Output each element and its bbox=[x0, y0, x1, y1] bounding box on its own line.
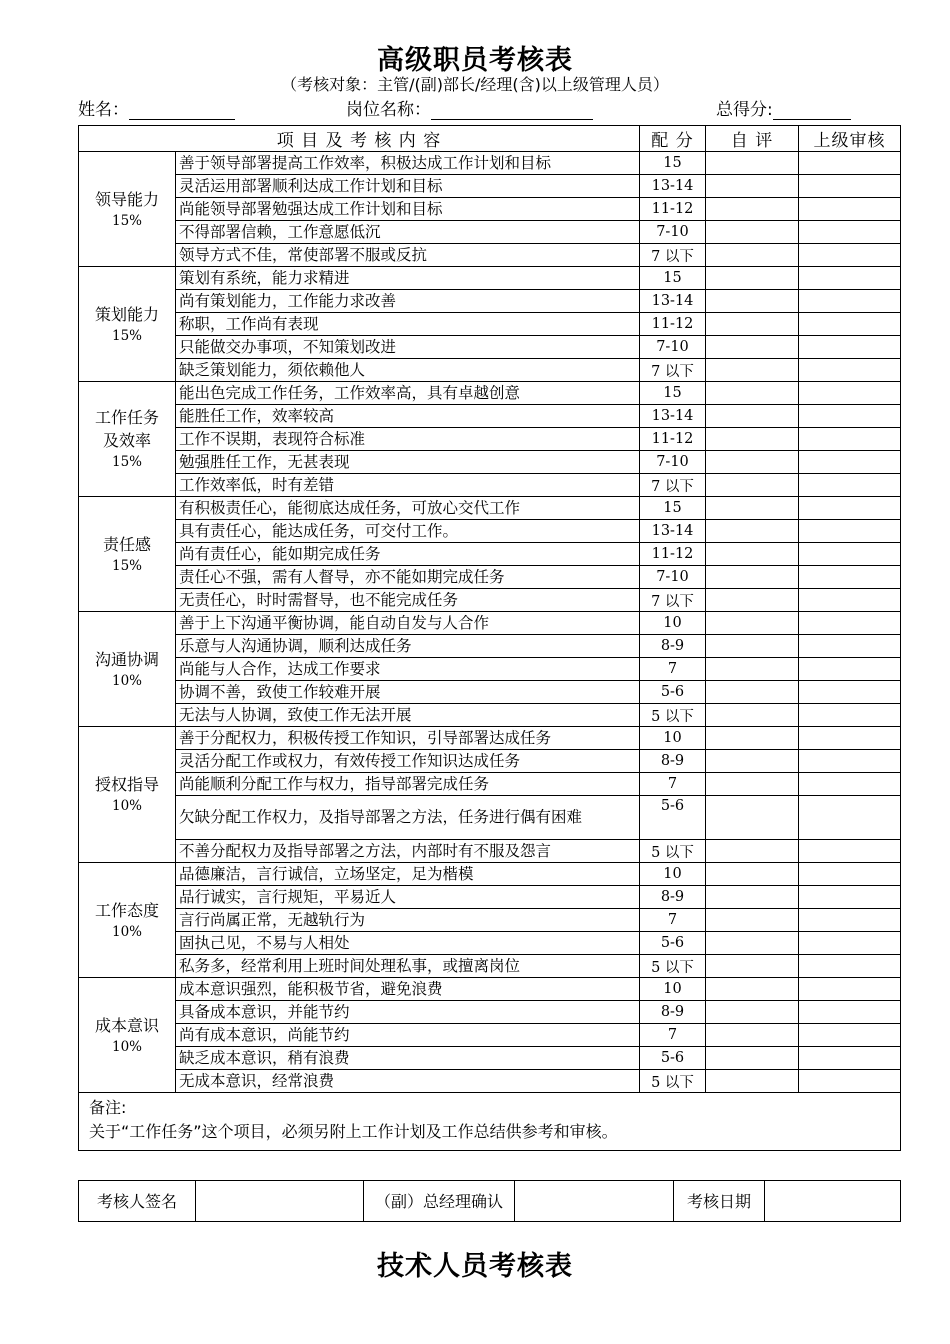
header-items: 项 目 及 考 核 内 容 bbox=[79, 126, 640, 152]
criterion-score: 11-12 bbox=[640, 428, 706, 451]
gm-confirm-field[interactable] bbox=[515, 1181, 674, 1222]
table-row bbox=[79, 267, 901, 290]
criterion-score: 7 bbox=[640, 1024, 706, 1047]
criterion-score: 11-12 bbox=[640, 313, 706, 336]
criterion-text: 尚能领导部署勉强达成工作计划和目标 bbox=[176, 198, 640, 221]
criterion-text: 勉强胜任工作，无甚表现 bbox=[176, 451, 640, 474]
criterion-text: 缺乏策划能力，须依赖他人 bbox=[176, 359, 640, 382]
criterion-score: 5-6 bbox=[640, 796, 706, 840]
superior-review-cell[interactable] bbox=[799, 336, 901, 359]
table-body bbox=[79, 152, 901, 1093]
self-eval-cell[interactable] bbox=[706, 474, 799, 497]
self-eval-cell[interactable] bbox=[706, 704, 799, 727]
criterion-score: 8-9 bbox=[640, 1001, 706, 1024]
criterion-text: 缺乏成本意识，稍有浪费 bbox=[176, 1047, 640, 1070]
criterion-score: 8-9 bbox=[640, 635, 706, 658]
table-row bbox=[79, 773, 901, 796]
criterion-score: 8-9 bbox=[640, 886, 706, 909]
criterion-text: 策划有系统，能力求精进 bbox=[176, 267, 640, 290]
name-label: 姓名： bbox=[78, 100, 129, 120]
table-row bbox=[79, 336, 901, 359]
self-eval-cell[interactable] bbox=[706, 796, 799, 840]
category-cell bbox=[79, 863, 176, 978]
criterion-score: 7-10 bbox=[640, 336, 706, 359]
superior-review-cell[interactable] bbox=[799, 152, 901, 175]
self-eval-cell[interactable] bbox=[706, 451, 799, 474]
self-eval-cell[interactable] bbox=[706, 658, 799, 681]
table-row bbox=[79, 497, 901, 520]
superior-review-cell[interactable] bbox=[799, 428, 901, 451]
table-row bbox=[79, 382, 901, 405]
superior-review-cell[interactable] bbox=[799, 909, 901, 932]
category-weight: 15% bbox=[111, 212, 142, 229]
table-row bbox=[79, 1047, 901, 1070]
category-weight: 10% bbox=[111, 672, 142, 689]
superior-review-cell[interactable] bbox=[799, 932, 901, 955]
table-row bbox=[79, 932, 901, 955]
table-row bbox=[79, 612, 901, 635]
table-row bbox=[79, 520, 901, 543]
criterion-text: 欠缺分配工作权力，及指导部署之方法，任务进行偶有困难 bbox=[176, 796, 640, 840]
criterion-text: 固执己见，不易与人相处 bbox=[176, 932, 640, 955]
table-row bbox=[79, 681, 901, 704]
total-score-label: 总得分: bbox=[716, 100, 773, 120]
criterion-text: 乐意与人沟通协调，顺利达成任务 bbox=[176, 635, 640, 658]
table-row bbox=[79, 589, 901, 612]
criterion-text: 有积极责任心，能彻底达成任务，可放心交代工作 bbox=[176, 497, 640, 520]
table-row bbox=[79, 909, 901, 932]
superior-review-cell[interactable] bbox=[799, 1024, 901, 1047]
category-name: 沟通协调 bbox=[94, 649, 159, 669]
table-row bbox=[79, 198, 901, 221]
header-superior-review: 上级审核 bbox=[799, 126, 901, 152]
table-row bbox=[79, 566, 901, 589]
gm-confirm-label: （副）总经理确认 bbox=[364, 1181, 515, 1222]
superior-review-cell[interactable] bbox=[799, 796, 901, 840]
table-row bbox=[79, 152, 901, 175]
table-row bbox=[79, 704, 901, 727]
signature-row bbox=[79, 1181, 901, 1222]
superior-review-cell[interactable] bbox=[799, 681, 901, 704]
criterion-score: 7 以下 bbox=[640, 359, 706, 382]
criterion-score: 7 bbox=[640, 773, 706, 796]
criterion-score: 7 以下 bbox=[640, 244, 706, 267]
superior-review-cell[interactable] bbox=[799, 589, 901, 612]
category-name: 及效率 bbox=[102, 431, 151, 450]
criterion-score: 7-10 bbox=[640, 221, 706, 244]
criterion-text: 只能做交办事项，不知策划改进 bbox=[176, 336, 640, 359]
self-eval-cell[interactable] bbox=[706, 543, 799, 566]
category-name: 授权指导 bbox=[94, 775, 159, 794]
table-row bbox=[79, 543, 901, 566]
table-row bbox=[79, 750, 901, 773]
criterion-score: 13-14 bbox=[640, 520, 706, 543]
criterion-score: 11-12 bbox=[640, 198, 706, 221]
self-eval-cell[interactable] bbox=[706, 1024, 799, 1047]
criterion-score: 13-14 bbox=[640, 405, 706, 428]
superior-review-cell[interactable] bbox=[799, 175, 901, 198]
criterion-score: 15 bbox=[640, 267, 706, 290]
criterion-text: 具备成本意识，并能节约 bbox=[176, 1001, 640, 1024]
name-field-row bbox=[78, 95, 235, 120]
assessment-date-field[interactable] bbox=[765, 1181, 901, 1222]
table-row bbox=[79, 658, 901, 681]
table-row bbox=[79, 290, 901, 313]
criterion-score: 13-14 bbox=[640, 290, 706, 313]
position-blank[interactable] bbox=[431, 102, 593, 120]
criterion-text: 尚有责任心，能如期完成任务 bbox=[176, 543, 640, 566]
self-eval-cell[interactable] bbox=[706, 978, 799, 1001]
remarks-text: 关于“工作任务”这个项目，必须另附上工作计划及工作总结供参考和审核。 bbox=[89, 1122, 618, 1141]
criterion-score: 5 以下 bbox=[640, 1070, 706, 1093]
criterion-text: 尚有成本意识，尚能节约 bbox=[176, 1024, 640, 1047]
table-row bbox=[79, 1001, 901, 1024]
category-cell bbox=[79, 727, 176, 863]
self-eval-cell[interactable] bbox=[706, 175, 799, 198]
self-eval-cell[interactable] bbox=[706, 520, 799, 543]
superior-review-cell[interactable] bbox=[799, 727, 901, 750]
criterion-text: 无成本意识，经常浪费 bbox=[176, 1070, 640, 1093]
criterion-text: 善于领导部署提高工作效率，积极达成工作计划和目标 bbox=[176, 152, 640, 175]
self-eval-cell[interactable] bbox=[706, 382, 799, 405]
table-row bbox=[79, 978, 901, 1001]
self-eval-cell[interactable] bbox=[706, 932, 799, 955]
criterion-text: 领导方式不佳，常使部署不服或反抗 bbox=[176, 244, 640, 267]
self-eval-cell[interactable] bbox=[706, 336, 799, 359]
superior-review-cell[interactable] bbox=[799, 1001, 901, 1024]
superior-review-cell[interactable] bbox=[799, 221, 901, 244]
table-row bbox=[79, 244, 901, 267]
criterion-score: 5 以下 bbox=[640, 840, 706, 863]
superior-review-cell[interactable] bbox=[799, 497, 901, 520]
superior-review-cell[interactable] bbox=[799, 886, 901, 909]
criterion-text: 无法与人协调，致使工作无法开展 bbox=[176, 704, 640, 727]
criterion-text: 灵活分配工作或权力，有效传授工作知识达成任务 bbox=[176, 750, 640, 773]
criterion-score: 7-10 bbox=[640, 451, 706, 474]
self-eval-cell[interactable] bbox=[706, 635, 799, 658]
criterion-score: 11-12 bbox=[640, 543, 706, 566]
criterion-score: 15 bbox=[640, 152, 706, 175]
superior-review-cell[interactable] bbox=[799, 198, 901, 221]
criterion-score: 5 以下 bbox=[640, 955, 706, 978]
category-cell bbox=[79, 978, 176, 1093]
criterion-text: 责任心不强，需有人督导，亦不能如期完成任务 bbox=[176, 566, 640, 589]
criterion-score: 7 以下 bbox=[640, 589, 706, 612]
superior-review-cell[interactable] bbox=[799, 451, 901, 474]
criterion-score: 10 bbox=[640, 978, 706, 1001]
table-row bbox=[79, 221, 901, 244]
criterion-text: 品行诚实，言行规矩，平易近人 bbox=[176, 886, 640, 909]
criterion-text: 不善分配权力及指导部署之方法，内部时有不服及怨言 bbox=[176, 840, 640, 863]
criterion-text: 善于上下沟通平衡协调，能自动自发与人合作 bbox=[176, 612, 640, 635]
table-row bbox=[79, 1024, 901, 1047]
criterion-text: 尚有策划能力，工作能力求改善 bbox=[176, 290, 640, 313]
superior-review-cell[interactable] bbox=[799, 405, 901, 428]
criterion-text: 尚能顺利分配工作与权力，指导部署完成任务 bbox=[176, 773, 640, 796]
superior-review-cell[interactable] bbox=[799, 863, 901, 886]
table-row bbox=[79, 635, 901, 658]
category-weight: 15% bbox=[111, 454, 142, 470]
superior-review-cell[interactable] bbox=[799, 382, 901, 405]
criterion-text: 能胜任工作，效率较高 bbox=[176, 405, 640, 428]
self-eval-cell[interactable] bbox=[706, 1001, 799, 1024]
self-eval-cell[interactable] bbox=[706, 840, 799, 863]
self-eval-cell[interactable] bbox=[706, 221, 799, 244]
category-cell bbox=[79, 382, 176, 497]
table-row bbox=[79, 840, 901, 863]
table-header-row bbox=[79, 126, 901, 152]
superior-review-cell[interactable] bbox=[799, 267, 901, 290]
criterion-text: 私务多，经常利用上班时间处理私事，或擅离岗位 bbox=[176, 955, 640, 978]
self-eval-cell[interactable] bbox=[706, 405, 799, 428]
self-eval-cell[interactable] bbox=[706, 290, 799, 313]
self-eval-cell[interactable] bbox=[706, 750, 799, 773]
category-weight: 10% bbox=[111, 923, 142, 940]
criterion-text: 成本意识强烈，能积极节省，避免浪费 bbox=[176, 978, 640, 1001]
superior-review-cell[interactable] bbox=[799, 773, 901, 796]
superior-review-cell[interactable] bbox=[799, 704, 901, 727]
criterion-score: 7-10 bbox=[640, 566, 706, 589]
table-row bbox=[79, 175, 901, 198]
self-eval-cell[interactable] bbox=[706, 886, 799, 909]
superior-review-cell[interactable] bbox=[799, 658, 901, 681]
superior-review-cell[interactable] bbox=[799, 635, 901, 658]
superior-review-cell[interactable] bbox=[799, 840, 901, 863]
criterion-text: 善于分配权力，积极传授工作知识，引导部署达成任务 bbox=[176, 727, 640, 750]
header-score: 配 分 bbox=[640, 126, 706, 152]
self-eval-cell[interactable] bbox=[706, 198, 799, 221]
category-cell bbox=[79, 152, 176, 267]
criterion-score: 5 以下 bbox=[640, 704, 706, 727]
criterion-text: 称职，工作尚有表现 bbox=[176, 313, 640, 336]
category-name: 工作态度 bbox=[94, 900, 159, 920]
criterion-score: 13-14 bbox=[640, 175, 706, 198]
self-eval-cell[interactable] bbox=[706, 1070, 799, 1093]
criterion-score: 8-9 bbox=[640, 750, 706, 773]
self-eval-cell[interactable] bbox=[706, 863, 799, 886]
criterion-text: 言行尚属正常，无越轨行为 bbox=[176, 909, 640, 932]
criterion-score: 7 bbox=[640, 658, 706, 681]
criterion-score: 7 bbox=[640, 909, 706, 932]
criterion-score: 7 以下 bbox=[640, 474, 706, 497]
table-row bbox=[79, 359, 901, 382]
self-eval-cell[interactable] bbox=[706, 152, 799, 175]
table-row bbox=[79, 1070, 901, 1093]
category-name: 领导能力 bbox=[94, 189, 159, 209]
criterion-text: 协调不善，致使工作较难开展 bbox=[176, 681, 640, 704]
superior-review-cell[interactable] bbox=[799, 244, 901, 267]
table-row bbox=[79, 863, 901, 886]
self-eval-cell[interactable] bbox=[706, 909, 799, 932]
table-row bbox=[79, 886, 901, 909]
criterion-text: 工作不误期，表现符合标准 bbox=[176, 428, 640, 451]
category-name: 责任感 bbox=[102, 534, 151, 554]
superior-review-cell[interactable] bbox=[799, 290, 901, 313]
superior-review-cell[interactable] bbox=[799, 955, 901, 978]
criterion-text: 工作效率低，时有差错 bbox=[176, 474, 640, 497]
self-eval-cell[interactable] bbox=[706, 313, 799, 336]
superior-review-cell[interactable] bbox=[799, 1070, 901, 1093]
remarks-row bbox=[79, 1093, 901, 1151]
criterion-score: 5-6 bbox=[640, 932, 706, 955]
self-eval-cell[interactable] bbox=[706, 428, 799, 451]
criterion-score: 10 bbox=[640, 727, 706, 750]
criterion-text: 不得部署信赖，工作意愿低沉 bbox=[176, 221, 640, 244]
assessor-sign-field[interactable] bbox=[196, 1181, 364, 1222]
superior-review-cell[interactable] bbox=[799, 750, 901, 773]
table-row bbox=[79, 451, 901, 474]
signature-table bbox=[78, 1180, 901, 1222]
superior-review-cell[interactable] bbox=[799, 612, 901, 635]
self-eval-cell[interactable] bbox=[706, 267, 799, 290]
self-eval-cell[interactable] bbox=[706, 497, 799, 520]
self-eval-cell[interactable] bbox=[706, 681, 799, 704]
criterion-text: 具有责任心，能达成任务，可交付工作。 bbox=[176, 520, 640, 543]
self-eval-cell[interactable] bbox=[706, 359, 799, 382]
criterion-score: 15 bbox=[640, 382, 706, 405]
criterion-score: 10 bbox=[640, 612, 706, 635]
table-row bbox=[79, 313, 901, 336]
category-weight: 10% bbox=[111, 1038, 142, 1055]
criterion-score: 5-6 bbox=[640, 681, 706, 704]
criterion-score: 10 bbox=[640, 863, 706, 886]
table-row bbox=[79, 955, 901, 978]
category-weight: 15% bbox=[111, 327, 142, 344]
criterion-text: 尚能与人合作，达成工作要求 bbox=[176, 658, 640, 681]
superior-review-cell[interactable] bbox=[799, 1047, 901, 1070]
assessor-sign-label: 考核人签名 bbox=[79, 1181, 196, 1222]
assessment-table bbox=[78, 125, 901, 1151]
assessment-date-label: 考核日期 bbox=[674, 1181, 765, 1222]
category-name: 成本意识 bbox=[94, 1015, 159, 1035]
total-score-field-row bbox=[716, 95, 851, 120]
category-cell bbox=[79, 267, 176, 382]
superior-review-cell[interactable] bbox=[799, 520, 901, 543]
remarks-label: 备注: bbox=[89, 1098, 127, 1117]
self-eval-cell[interactable] bbox=[706, 955, 799, 978]
table-row bbox=[79, 405, 901, 428]
self-eval-cell[interactable] bbox=[706, 727, 799, 750]
next-form-title: 技术人员考核表 bbox=[377, 1251, 573, 1282]
criterion-text: 灵活运用部署顺利达成工作计划和目标 bbox=[176, 175, 640, 198]
criterion-text: 品德廉洁，言行诚信，立场坚定，足为楷模 bbox=[176, 863, 640, 886]
header-self-eval: 自 评 bbox=[706, 126, 799, 152]
criterion-text: 无责任心，时时需督导，也不能完成任务 bbox=[176, 589, 640, 612]
self-eval-cell[interactable] bbox=[706, 589, 799, 612]
remarks-cell bbox=[79, 1093, 901, 1151]
self-eval-cell[interactable] bbox=[706, 612, 799, 635]
superior-review-cell[interactable] bbox=[799, 543, 901, 566]
category-weight: 10% bbox=[111, 798, 142, 814]
category-weight: 15% bbox=[111, 557, 142, 574]
self-eval-cell[interactable] bbox=[706, 566, 799, 589]
superior-review-cell[interactable] bbox=[799, 313, 901, 336]
superior-review-cell[interactable] bbox=[799, 978, 901, 1001]
form-title: 高级职员考核表 bbox=[377, 45, 573, 76]
criterion-score: 5-6 bbox=[640, 1047, 706, 1070]
table-row bbox=[79, 727, 901, 750]
position-label: 岗位名称： bbox=[346, 100, 431, 120]
category-cell bbox=[79, 497, 176, 612]
table-row bbox=[79, 796, 901, 840]
superior-review-cell[interactable] bbox=[799, 359, 901, 382]
total-score-blank[interactable] bbox=[773, 102, 851, 120]
category-name: 策划能力 bbox=[94, 304, 159, 324]
table-row bbox=[79, 428, 901, 451]
self-eval-cell[interactable] bbox=[706, 1047, 799, 1070]
superior-review-cell[interactable] bbox=[799, 566, 901, 589]
category-cell bbox=[79, 612, 176, 727]
criterion-text: 能出色完成工作任务，工作效率高，具有卓越创意 bbox=[176, 382, 640, 405]
name-blank[interactable] bbox=[129, 102, 235, 120]
position-field-row bbox=[346, 95, 593, 120]
criterion-score: 15 bbox=[640, 497, 706, 520]
category-name: 工作任务 bbox=[94, 408, 159, 427]
self-eval-cell[interactable] bbox=[706, 773, 799, 796]
self-eval-cell[interactable] bbox=[706, 244, 799, 267]
superior-review-cell[interactable] bbox=[799, 474, 901, 497]
table-row bbox=[79, 474, 901, 497]
form-subtitle: （考核对象：主管/(副)部长/经理(含)以上级管理人员） bbox=[281, 75, 669, 94]
